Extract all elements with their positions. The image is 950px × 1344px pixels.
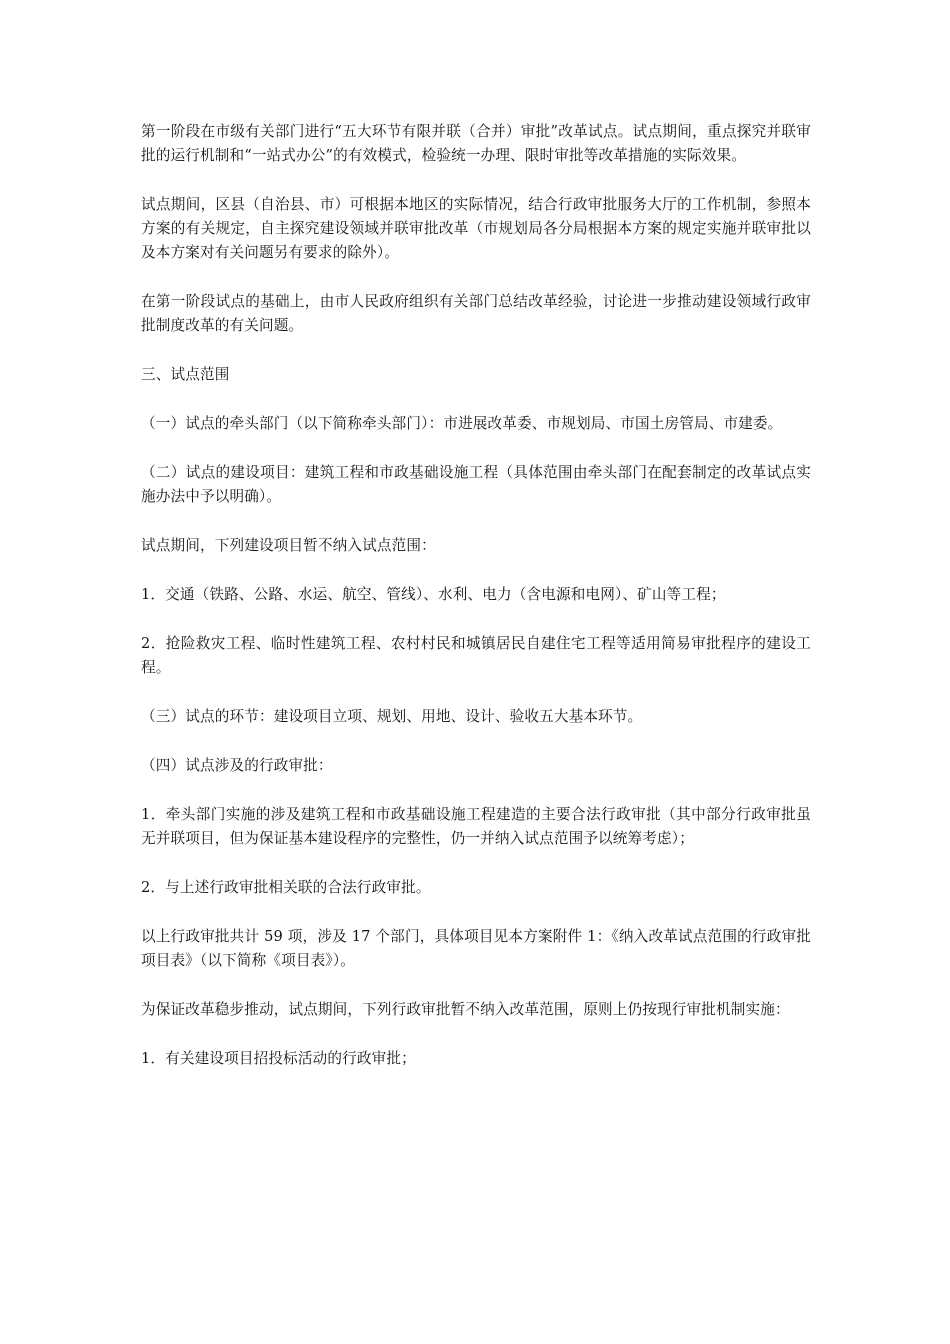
list-item-excluded-approval-1: 1．有关建设项目招投标活动的行政审批； <box>141 1050 416 1067</box>
section-heading-scope: 三、试点范围 <box>141 366 230 383</box>
paragraph-excluded-approvals-intro: 为保证改革稳步推动，试点期间，下列行政审批暂不纳入改革范围，原则上仍按现行审批机制实施： <box>141 1001 790 1018</box>
list-item-excluded-2: 2．抢险救灾工程、临时性建筑工程、农村村民和城镇居民自建住宅工程等适用简易审批程序的建设工程。 <box>141 635 811 676</box>
paragraph-district-pilot: 试点期间，区县（自治县、市）可根据本地区的实际情况，结合行政审批服务大厅的工作机制，参照本方案的有关规定，自主探究建设领域并联审批改革（市规划局各分局根据本方案的规定实施并联审批以及本方案对有关问题另有要求的除外）。 <box>141 196 811 261</box>
list-item-approval-1: 1．牵头部门实施的涉及建筑工程和市政基础设施工程建造的主要合法行政审批（其中部分行政审批虽无并联项目，但为保证基本建设程序的完整性，仍一并纳入试点范围予以统筹考虑）； <box>141 806 811 847</box>
paragraph-approval-count: 以上行政审批共计 59 项，涉及 17 个部门，具体项目见本方案附件 1：《纳入改革试点范围的行政审批项目表》（以下简称《项目表》）。 <box>141 928 811 969</box>
document-body <box>141 120 811 1096</box>
paragraph-approvals-intro: （四）试点涉及的行政审批： <box>141 757 333 774</box>
paragraph-lead-departments: （一）试点的牵头部门（以下简称牵头部门）：市进展改革委、市规划局、市国土房管局、市建委。 <box>141 415 783 432</box>
paragraph-pilot-stages: （三）试点的环节：建设项目立项、规划、用地、设计、验收五大基本环节。 <box>141 708 643 725</box>
list-item-approval-2: 2．与上述行政审批相关联的合法行政审批。 <box>141 879 431 896</box>
list-item-excluded-1: 1．交通（铁路、公路、水运、航空、管线）、水利、电力（含电源和电网）、矿山等工程； <box>141 586 726 603</box>
paragraph-summary: 在第一阶段试点的基础上，由市人民政府组织有关部门总结改革经验，讨论进一步推动建设领域行政审批制度改革的有关问题。 <box>141 293 811 334</box>
paragraph-excluded-projects-intro: 试点期间，下列建设项目暂不纳入试点范围： <box>141 537 436 554</box>
paragraph-construction-projects: （二）试点的建设项目：建筑工程和市政基础设施工程（具体范围由牵头部门在配套制定的改革试点实施办法中予以明确）。 <box>141 464 811 505</box>
paragraph-phase-one: 第一阶段在市级有关部门进行“五大环节有限并联（合并）审批”改革试点。试点期间，重点探究并联审批的运行机制和“一站式办公”的有效模式，检验统一办理、限时审批等改革措施的实际效果。 <box>141 123 811 164</box>
